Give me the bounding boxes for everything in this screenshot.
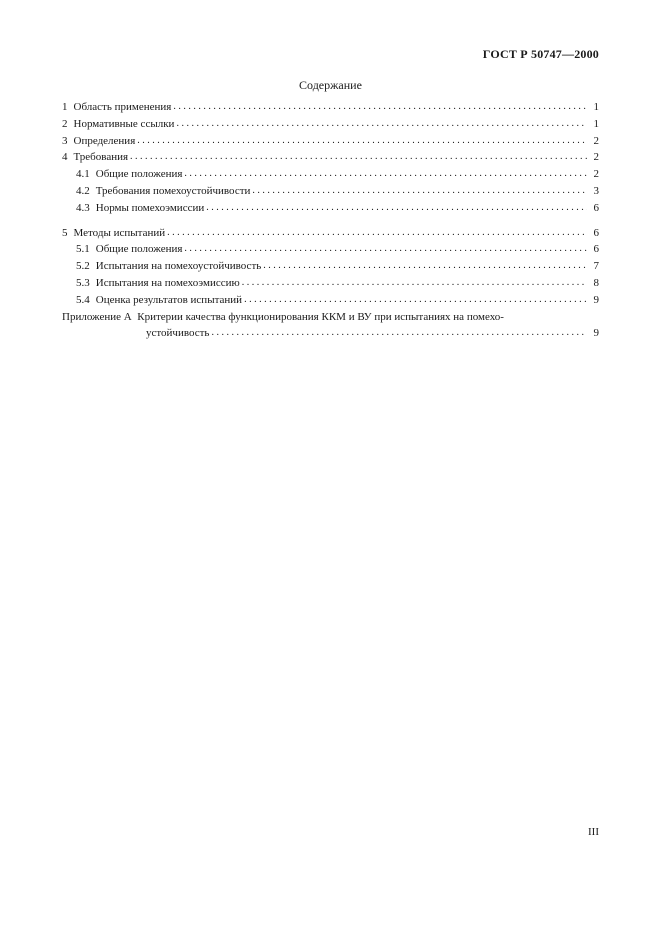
dot-leader	[211, 325, 587, 342]
toc-entry-number: 3	[62, 134, 68, 147]
dot-leader	[137, 133, 587, 150]
dot-leader	[263, 258, 587, 275]
table-of-contents	[62, 99, 599, 342]
toc-entry-label: Нормативные ссылки	[73, 117, 175, 130]
toc-entry-page: 9	[593, 293, 599, 306]
toc-entry-number: 5	[62, 226, 68, 239]
toc-entry-label: Общие положения	[95, 168, 183, 181]
toc-entry-number: 5.1	[76, 243, 90, 256]
toc-subentry[interactable]	[62, 292, 599, 309]
dot-leader	[206, 200, 587, 217]
toc-entry-number: 5.3	[76, 276, 90, 289]
toc-entry-page: 6	[593, 226, 599, 239]
appendix-page: 9	[593, 327, 599, 340]
toc-entry-number: 5.4	[76, 293, 90, 306]
dot-leader	[167, 225, 587, 242]
toc-entry-page: 1	[593, 117, 599, 130]
toc-entry[interactable]	[62, 133, 599, 150]
dot-leader	[173, 99, 587, 116]
toc-entry-page: 6	[593, 243, 599, 256]
toc-entry-page: 8	[593, 276, 599, 289]
toc-entry-label: Определения	[73, 134, 136, 147]
toc-entry-label: Испытания на помехоэмиссию	[95, 276, 240, 289]
toc-subentry[interactable]	[62, 183, 599, 200]
document-id: ГОСТ Р 50747—2000	[482, 47, 599, 61]
toc-entry[interactable]	[62, 116, 599, 133]
toc-entry-page: 2	[593, 151, 599, 164]
toc-entry-label: Методы испытаний	[73, 226, 166, 239]
toc-entry-page: 2	[593, 134, 599, 147]
appendix-prefix: Приложение А	[62, 310, 132, 323]
toc-entry-page: 3	[593, 184, 599, 197]
dot-leader	[242, 275, 587, 292]
page-number: III	[588, 826, 599, 838]
toc-entry-page: 6	[593, 201, 599, 214]
toc-entry-label: Область применения	[73, 101, 172, 113]
toc-entry-number: 5.2	[76, 260, 90, 273]
dot-leader	[244, 292, 587, 309]
toc-entry-number: 2	[62, 117, 68, 130]
dot-leader	[184, 166, 587, 183]
toc-subentry[interactable]	[62, 166, 599, 183]
dot-leader	[176, 116, 587, 133]
toc-entry-number: 4.1	[76, 168, 90, 181]
toc-entry-number: 4.3	[76, 201, 90, 214]
toc-entry-page: 2	[593, 168, 599, 181]
dot-leader	[130, 149, 587, 166]
dot-leader	[252, 183, 587, 200]
toc-entry-number: 4	[62, 151, 68, 164]
toc-entry-page: 1	[593, 101, 599, 113]
toc-entry-label: Общие положения	[95, 243, 183, 256]
toc-title: Содержание	[299, 78, 362, 92]
dot-leader	[184, 241, 587, 258]
toc-entry-number: 1	[62, 101, 68, 113]
toc-entry[interactable]	[62, 149, 599, 166]
toc-entry-label: Испытания на помехоустойчивость	[95, 260, 262, 273]
toc-entry[interactable]	[62, 99, 599, 116]
toc-entry-label: Требования помехоустойчивости	[95, 184, 251, 197]
toc-subentry[interactable]	[62, 258, 599, 275]
toc-entry[interactable]	[62, 225, 599, 242]
toc-entry-label: Требования	[73, 151, 129, 164]
toc-entry-label: Нормы помехоэмиссии	[95, 201, 205, 214]
toc-subentry[interactable]	[62, 275, 599, 292]
appendix-title-line1: Критерии качества функционирования ККМ и ВУ при испытаниях на помехо-	[137, 310, 504, 323]
toc-appendix-entry[interactable]	[62, 309, 599, 343]
toc-subentry[interactable]	[62, 200, 599, 217]
appendix-title-line2: устойчивость	[146, 327, 210, 340]
toc-entry-number: 4.2	[76, 184, 90, 197]
toc-subentry[interactable]	[62, 241, 599, 258]
toc-entry-label: Оценка результатов испытаний	[95, 293, 243, 306]
toc-entry-page: 7	[593, 260, 599, 273]
